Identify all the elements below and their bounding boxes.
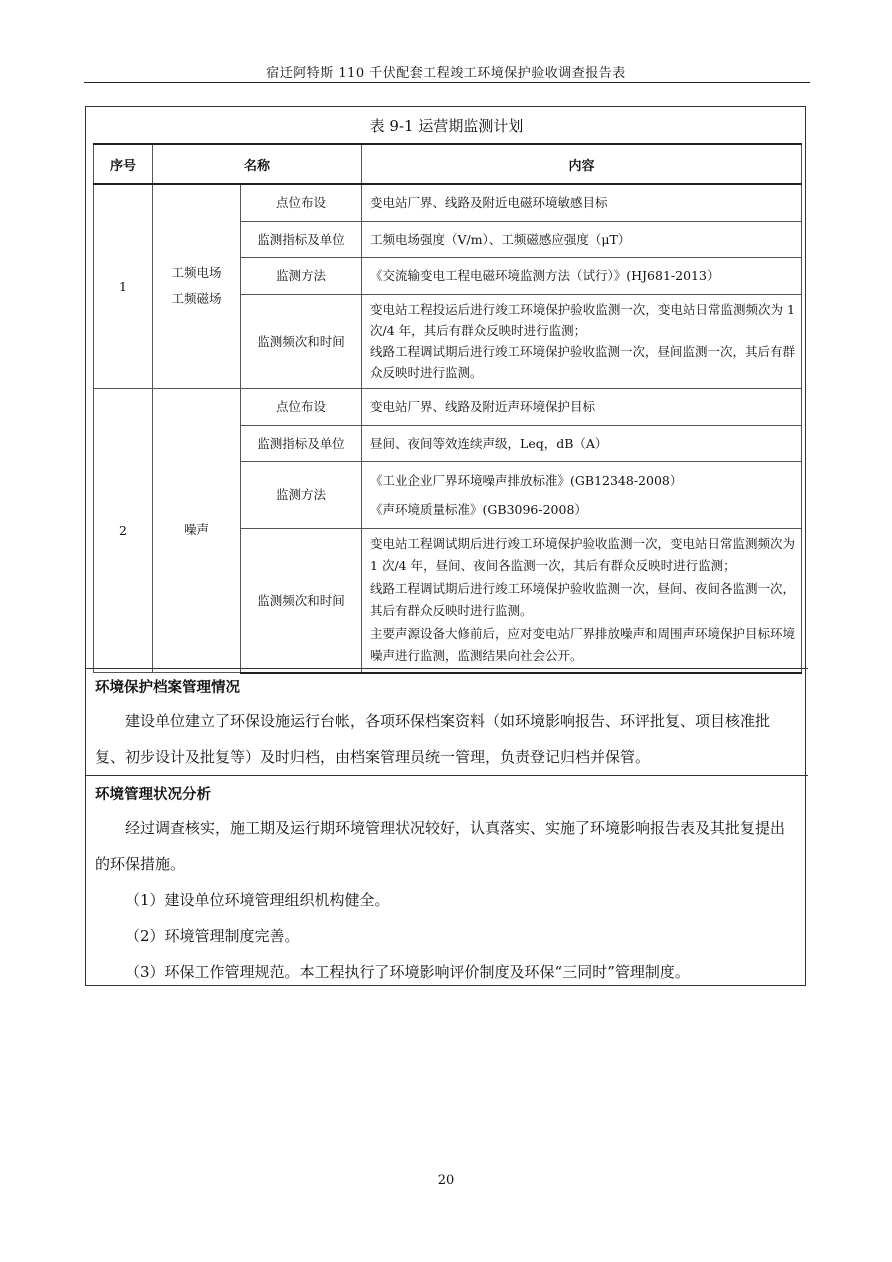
document-header-title: 宿迁阿特斯 110 千伏配套工程竣工环境保护验收调查报告表 (266, 66, 626, 81)
analysis-section-paragraph: 经过调查核实，施工期及运行期环境管理状况较好，认真落实、实施了环境影响报告表及其批复提出的环保措施。 (95, 819, 786, 873)
table-header-row (94, 144, 802, 184)
group-1-name (153, 184, 241, 388)
row-label: 点位布设 (241, 184, 362, 221)
analysis-item-2: （2）环境管理制度完善。 (125, 927, 300, 945)
content-line: 线路工程调试期后进行竣工环境保护验收监测一次，昼间监测一次，其后有群众反映时进行监测。 (370, 344, 796, 380)
header-rule (84, 82, 810, 83)
row-content: 工频电场强度（V/m）、工频磁感应强度（μT） (362, 221, 802, 257)
row-content: 变电站厂界、线路及附近电磁环境敏感目标 (362, 184, 802, 221)
row-content (362, 528, 802, 673)
group-2-name (153, 388, 241, 673)
group-2-no: 2 (94, 388, 153, 673)
content-line: 《工业企业厂界环境噪声排放标准》(GB12348-2008） (370, 472, 683, 488)
row-label: 监测指标及单位 (241, 425, 362, 461)
section-divider (85, 668, 808, 669)
content-line: 变电站工程投运后进行竣工环境保护验收监测一次，变电站日常监测频次为 1 次/4 年，其后有群众反映时进行监测； (370, 302, 796, 338)
table-row (94, 388, 802, 425)
row-label: 监测方法 (241, 461, 362, 528)
group-1-name-line-2: 工频磁场 (171, 291, 222, 307)
header-name: 名称 (153, 144, 362, 184)
analysis-item-1: （1）建设单位环境管理组织机构健全。 (125, 891, 390, 909)
analysis-section-title: 环境管理状况分析 (95, 787, 211, 803)
archive-section (85, 676, 808, 775)
group-1-no: 1 (94, 184, 153, 388)
group-1-name-line-1: 工频电场 (171, 265, 222, 281)
row-label: 监测频次和时间 (241, 294, 362, 388)
row-content (362, 294, 802, 388)
row-label: 监测方法 (241, 257, 362, 294)
group-2-name-line-1: 噪声 (183, 522, 209, 538)
content-line: 线路工程调试期后进行竣工环境保护验收监测一次，昼间、夜间各监测一次，其后有群众反映时进行监测。 (370, 580, 796, 618)
content-line: 变电站工程调试期后进行竣工环境保护验收监测一次，变电站日常监测频次为 1 次/4 年，昼间、夜间各监测一次，其后有群众反映时进行监测； (370, 535, 796, 573)
analysis-section (85, 783, 808, 990)
row-label: 监测频次和时间 (241, 528, 362, 673)
monitoring-plan-table (93, 143, 802, 674)
archive-section-title: 环境保护档案管理情况 (95, 680, 240, 696)
header-content: 内容 (362, 144, 802, 184)
row-content (362, 461, 802, 528)
analysis-item-3: （3）环保工作管理规范。本工程执行了环境影响评价制度及环保“三同时”管理制度。 (125, 963, 690, 981)
table-caption: 表 9-1 运营期监测计划 (369, 117, 524, 135)
row-label: 监测指标及单位 (241, 221, 362, 257)
header-no: 序号 (94, 144, 153, 184)
section-divider (85, 775, 808, 776)
page-number: 20 (437, 1173, 455, 1188)
content-line: 《声环境质量标准》(GB3096-2008） (370, 501, 587, 517)
row-label: 点位布设 (241, 388, 362, 425)
archive-section-paragraph: 建设单位建立了环保设施运行台帐，各项环保档案资料（如环境影响报告、环评批复、项目核准批复、初步设计及批复等）及时归档，由档案管理员统一管理，负责登记归档并保管。 (95, 712, 771, 766)
row-content: 变电站厂界、线路及附近声环境保护目标 (362, 388, 802, 425)
row-content: 昼间、夜间等效连续声级，Leq，dB（A） (362, 425, 802, 461)
row-content: 《交流输变电工程电磁环境监测方法（试行）》(HJ681-2013） (362, 257, 802, 294)
table-row (94, 184, 802, 221)
content-line: 主要声源设备大修前后，应对变电站厂界排放噪声和周围声环境保护目标环境噪声进行监测，监测结果向社会公开。 (370, 625, 796, 663)
